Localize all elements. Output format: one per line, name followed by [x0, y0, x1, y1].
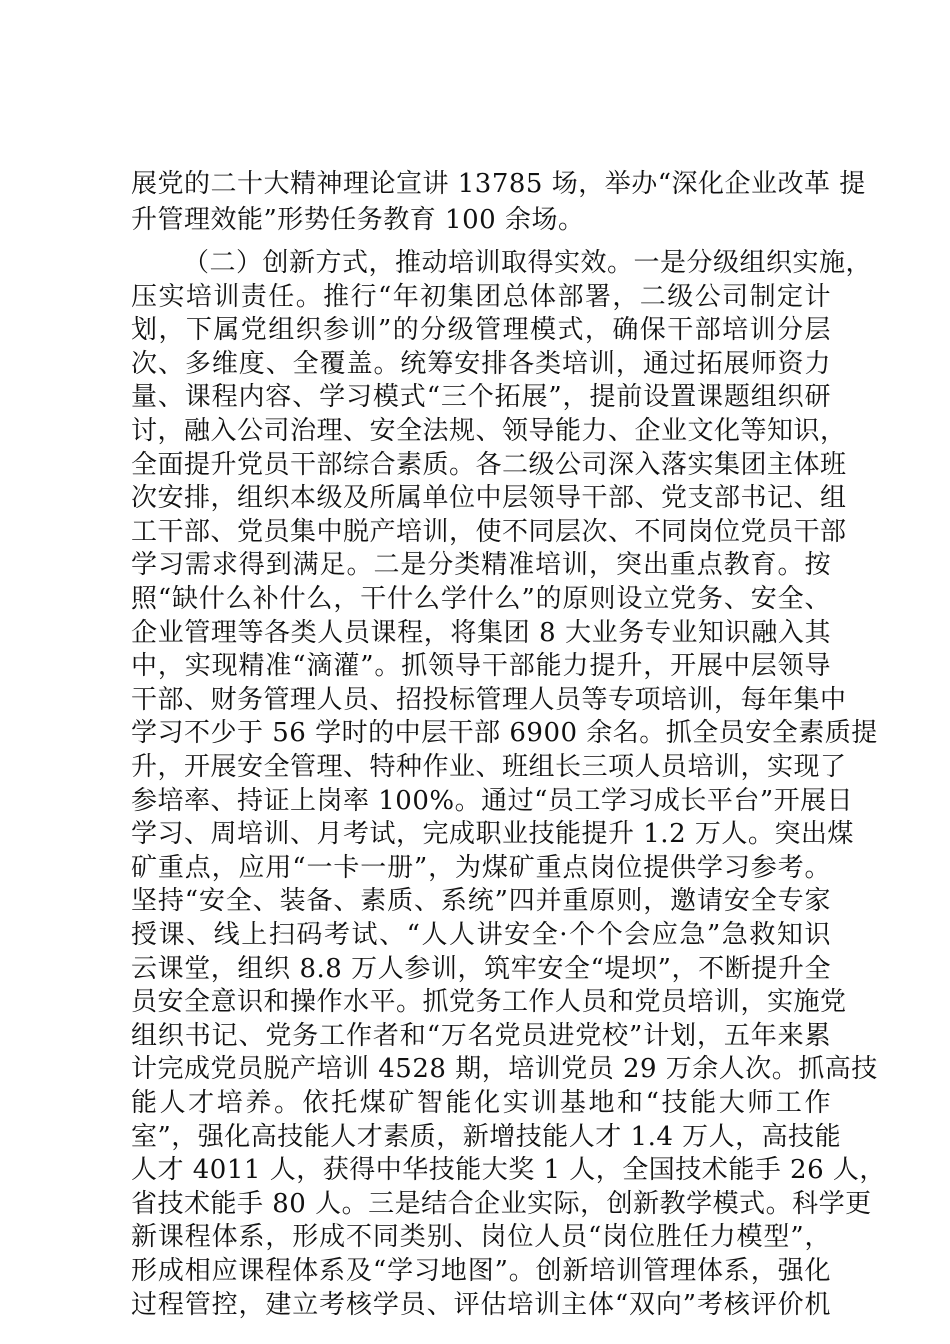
text-line: 形成相应课程体系及“学习地图”。创新培训管理体系，强化: [131, 1256, 831, 1286]
text-line: 升管理效能”形势任务教育 100 余场。: [131, 205, 585, 235]
text-line: 次、多维度、全覆盖。统筹安排各类培训，通过拓展师资力: [131, 349, 831, 379]
text-line: 学习需求得到满足。二是分类精准培训，突出重点教育。按: [131, 550, 831, 580]
text-line: 次安排，组织本级及所属单位中层领导干部、党支部书记、组: [131, 483, 847, 513]
text-line: 省技术能手 80 人。三是结合企业实际，创新教学模式。科学更: [131, 1189, 872, 1219]
text-line: 授课、线上扫码考试、“人人讲安全·个个会应急”急救知识: [131, 920, 831, 950]
text-line: 组织书记、党务工作者和“万名党员进党校”计划，五年来累: [131, 1021, 831, 1051]
text-line: 新课程体系，形成不同类别、岗位人员“岗位胜任力模型”，: [131, 1222, 831, 1252]
text-line: 学习、周培训、月考试，完成职业技能提升 1.2 万人。突出煤: [131, 819, 854, 849]
text-line: 讨，融入公司治理、安全法规、领导能力、企业文化等知识，: [131, 416, 847, 446]
text-line: 坚持“安全、装备、素质、系统”四并重原则，邀请安全专家: [131, 886, 831, 916]
text-line: 云课堂，组织 8.8 万人参训，筑牢安全“堤坝”，不断提升全: [131, 954, 831, 984]
text-line: 学习不少于 56 学时的中层干部 6900 余名。抓全员安全素质提: [131, 718, 878, 748]
text-line: 升，开展安全管理、特种作业、班组长三项人员培训，实现了: [131, 752, 847, 782]
text-line: 过程管控，建立考核学员、评估培训主体“双向”考核评价机: [131, 1290, 831, 1320]
text-line: 全面提升党员干部综合素质。各二级公司深入落实集团主体班: [131, 450, 847, 480]
text-line: 量、课程内容、学习模式“三个拓展”，提前设置课题组织研: [131, 382, 831, 412]
text-line: 能人才培养。依托煤矿智能化实训基地和“技能大师工作: [131, 1088, 831, 1118]
text-line: 划，下属党组织参训”的分级管理模式，确保干部培训分层: [131, 315, 831, 345]
text-line: 员安全意识和操作水平。抓党务工作人员和党员培训，实施党: [131, 987, 847, 1017]
text-line: 展党的二十大精神理论宣讲 13785 场，举办“深化企业改革 提: [131, 169, 866, 199]
text-line: 压实培训责任。推行“年初集团总体部署，二级公司制定计: [131, 282, 831, 312]
text-line: 中，实现精准“滴灌”。抓领导干部能力提升，开展中层领导: [131, 651, 831, 681]
text-line: 人才 4011 人，获得中华技能大奖 1 人，全国技术能手 26 人，: [131, 1155, 886, 1185]
text-line: 工干部、党员集中脱产培训，使不同层次、不同岗位党员干部: [131, 517, 847, 547]
text-line: 照“缺什么补什么，干什么学什么”的原则设立党务、安全、: [131, 584, 831, 614]
text-line: 企业管理等各类人员课程，将集团 8 大业务专业知识融入其: [131, 618, 831, 648]
text-line: 矿重点，应用“一卡一册”，为煤矿重点岗位提供学习参考。: [131, 853, 831, 883]
text-line: 室”，强化高技能人才素质，新增技能人才 1.4 万人，高技能: [131, 1122, 842, 1152]
text-line: 参培率、持证上岗率 100%。通过“员工学习成长平台”开展日: [131, 786, 854, 816]
text-line: 计完成党员脱产培训 4528 期，培训党员 29 万余人次。抓高技: [131, 1054, 878, 1084]
text-line: 干部、财务管理人员、招投标管理人员等专项培训，每年集中: [131, 685, 847, 715]
text-line: （二）创新方式，推动培训取得实效。一是分级组织实施，: [183, 248, 873, 278]
